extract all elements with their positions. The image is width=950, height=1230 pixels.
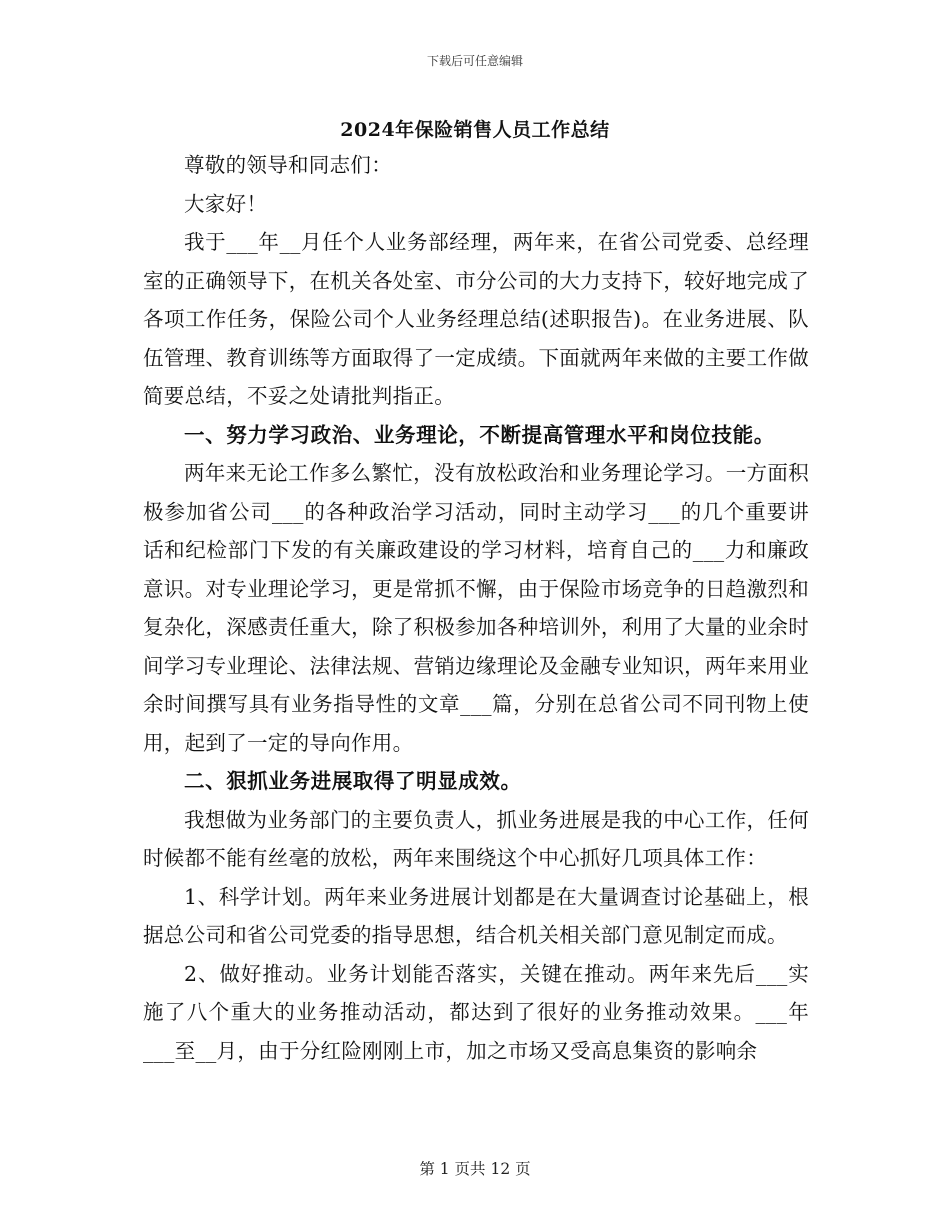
page-number-footer: 第 1 页共 12 页 xyxy=(419,1160,531,1178)
section-heading-2: 二、狠抓业务进展取得了明显成效。 xyxy=(184,769,522,793)
salutation: 尊敬的领导和同志们： xyxy=(184,153,392,177)
document-title: 2024年保险销售人员工作总结 xyxy=(340,119,610,141)
document-body xyxy=(143,146,809,1070)
section-1-paragraph: 两年来无论工作多么繁忙，没有放松政治和业务理论学习。一方面积极参加省公司___的各种政治学习活动，同时主动学习___的几个重要讲话和纪检部门下发的有关廉政建设的学习材料，培育自己的___力和廉政意识。对专业理论学习，更是常抓不懈，由于保险市场竞争的日趋激烈和复杂化，深感责任重大，除了积极参加各种培训外，利用了大量的业余时间学习专业理论、法律法规、营销边缘理论及金融专业知识，两年来用业余时间撰写具有业务指导性的文章___篇，分别在总省公司不同刊物上使用，起到了一定的导向作用。 xyxy=(143,461,809,755)
list-item-1: 1、科学计划。两年来业务进展计划都是在大量调查讨论基础上，根据总公司和省公司党委的指导思想，结合机关相关部门意见制定而成。 xyxy=(143,884,809,947)
intro-paragraph: 我于___年__月任个人业务部经理，两年来，在省公司党委、总经理室的正确领导下，在机关各处室、市分公司的大力支持下，较好地完成了各项工作任务，保险公司个人业务经理总结(述职报告)。在业务进展、队伍管理、教育训练等方面取得了一定成绩。下面就两年来做的主要工作做简要总结，不妥之处请批判指正。 xyxy=(143,230,809,408)
section-heading-1: 一、努力学习政治、业务理论，不断提高管理水平和岗位技能。 xyxy=(184,422,775,447)
greeting: 大家好！ xyxy=(184,191,268,216)
header-note: 下载后可任意编辑 xyxy=(426,54,523,68)
section-2-paragraph: 我想做为业务部门的主要负责人，抓业务进展是我的中心工作，任何时候都不能有丝毫的放松，两年来围绕这个中心抓好几项具体工作： xyxy=(143,807,809,870)
list-item-2: 2、做好推动。业务计划能否落实，关键在推动。两年来先后___实施了八个重大的业务推动活动，都达到了很好的业务推动效果。___年___至__月，由于分红险刚刚上市，加之市场又受高息集资的影响余 xyxy=(143,961,809,1063)
